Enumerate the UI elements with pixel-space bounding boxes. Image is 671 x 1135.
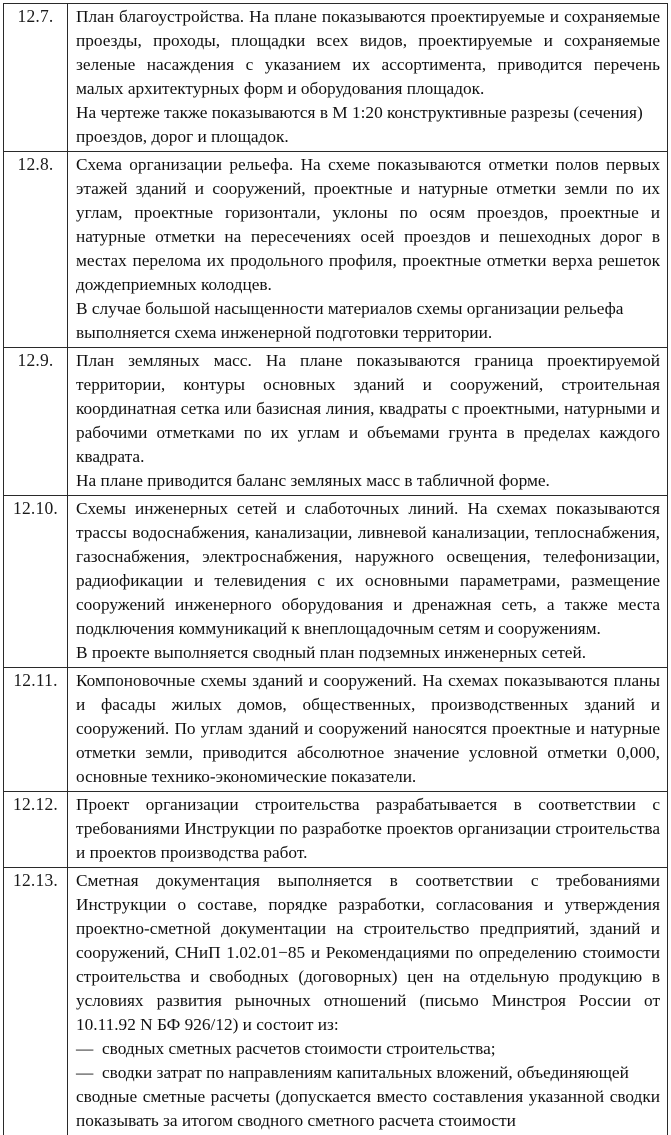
list-item xyxy=(76,1037,660,1061)
paragraph-continuation: сводные сметные расчеты (допускается вместо составления указанной сводки показывать за итогом сводного сметного расчета стоимости xyxy=(76,1085,660,1133)
paragraph: Схема организации рельефа. На схеме показываются отметки полов первых этажей зданий и сооружений, проектные и натурные отметки земли по их углам, проектные горизонтали, уклоны по осям проездов, проектные и натурные отметки на пересечениях осей проездов и пешеходных дорог в местах перелома их продольного профиля, проектные отметки верха решеток дождеприемных колодцев. xyxy=(76,153,660,297)
paragraph: Схемы инженерных сетей и слаботочных линий. На схемах показываются трассы водоснабжения, канализации, ливневой канализации, теплоснабжения, газоснабжения, электроснабжения, наружного освещения, телефонизации, радиофикации и телевидения с их основными параметрами, размещение сооружений инженерного оборудования и дренажная сеть, а также места подключения коммуникаций к внеплощадочным сетям и сооружениям. xyxy=(76,497,660,641)
table-row xyxy=(4,348,668,496)
paragraph: Компоновочные схемы зданий и сооружений. На схемах показываются планы и фасады жилых домов, общественных, производственных зданий и сооружений. По углам зданий и сооружений наносятся проектные и натурные отметки земли, приводится абсолютное значение условной отметки 0,000, основные технико-экономические показатели. xyxy=(76,669,660,789)
specification-table xyxy=(3,3,668,1135)
table-row xyxy=(4,496,668,668)
item-description xyxy=(68,496,668,668)
table-row xyxy=(4,792,668,868)
paragraph: На чертеже также показываются в М 1:20 конструктивные разрезы (сечения) проездов, дорог и площадок. xyxy=(76,101,660,149)
item-number: 12.10. xyxy=(4,496,68,668)
table-row xyxy=(4,868,668,1135)
table-row xyxy=(4,668,668,792)
table-row xyxy=(4,152,668,348)
item-number: 12.8. xyxy=(4,152,68,348)
item-number: 12.13. xyxy=(4,868,68,1135)
item-number: 12.12. xyxy=(4,792,68,868)
list-item-text: сводных сметных расчетов стоимости строительства; xyxy=(102,1039,496,1058)
paragraph: Проект организации строительства разрабатывается в соответствии с требованиями Инструкции по разработке проектов организации строительства и проектов производства работ. xyxy=(76,793,660,865)
paragraph: В случае большой насыщенности материалов схемы организации рельефа выполняется схема инженерной подготовки территории. xyxy=(76,297,660,345)
paragraph: На плане приводится баланс земляных масс в табличной форме. xyxy=(76,469,660,493)
em-dash-marker: — xyxy=(76,1061,102,1085)
table-row xyxy=(4,4,668,152)
item-description xyxy=(68,868,668,1135)
list-item-text: сводки затрат по направлениям капитальных вложений, объединяющей xyxy=(102,1063,629,1082)
paragraph: План земляных масс. На плане показываются граница проектируемой территории, контуры основных зданий и сооружений, строительная координатная сетка или базисная линия, квадраты с проектными, натурными и рабочими отметками по их углам и объемами грунта в пределах каждого квадрата. xyxy=(76,349,660,469)
item-description xyxy=(68,348,668,496)
list-item xyxy=(76,1061,660,1085)
paragraph: План благоустройства. На плане показываются проектируемые и сохраняемые проезды, проходы, площадки всех видов, проектируемые и сохраняемые зеленые насаждения с указанием их ассортимента, приводится перечень малых архитектурных форм и оборудования площадок. xyxy=(76,5,660,101)
em-dash-marker: — xyxy=(76,1037,102,1061)
item-description xyxy=(68,668,668,792)
item-number: 12.7. xyxy=(4,4,68,152)
item-number: 12.11. xyxy=(4,668,68,792)
paragraph: В проекте выполняется сводный план подземных инженерных сетей. xyxy=(76,641,660,665)
item-number: 12.9. xyxy=(4,348,68,496)
item-description xyxy=(68,152,668,348)
item-description xyxy=(68,792,668,868)
item-description xyxy=(68,4,668,152)
paragraph: Сметная документация выполняется в соответствии с требованиями Инструкции о составе, порядке разработки, согласования и утверждения проектно-сметной документации на строительство предприятий, зданий и сооружений, СНиП 1.02.01−85 и Рекомендациями по определению стоимости строительства и свободных (договорных) цен на отдельную продукцию в условиях развития рыночных отношений (письмо Минстроя России от 10.11.92 N БФ 926/12) и состоит из: xyxy=(76,869,660,1037)
